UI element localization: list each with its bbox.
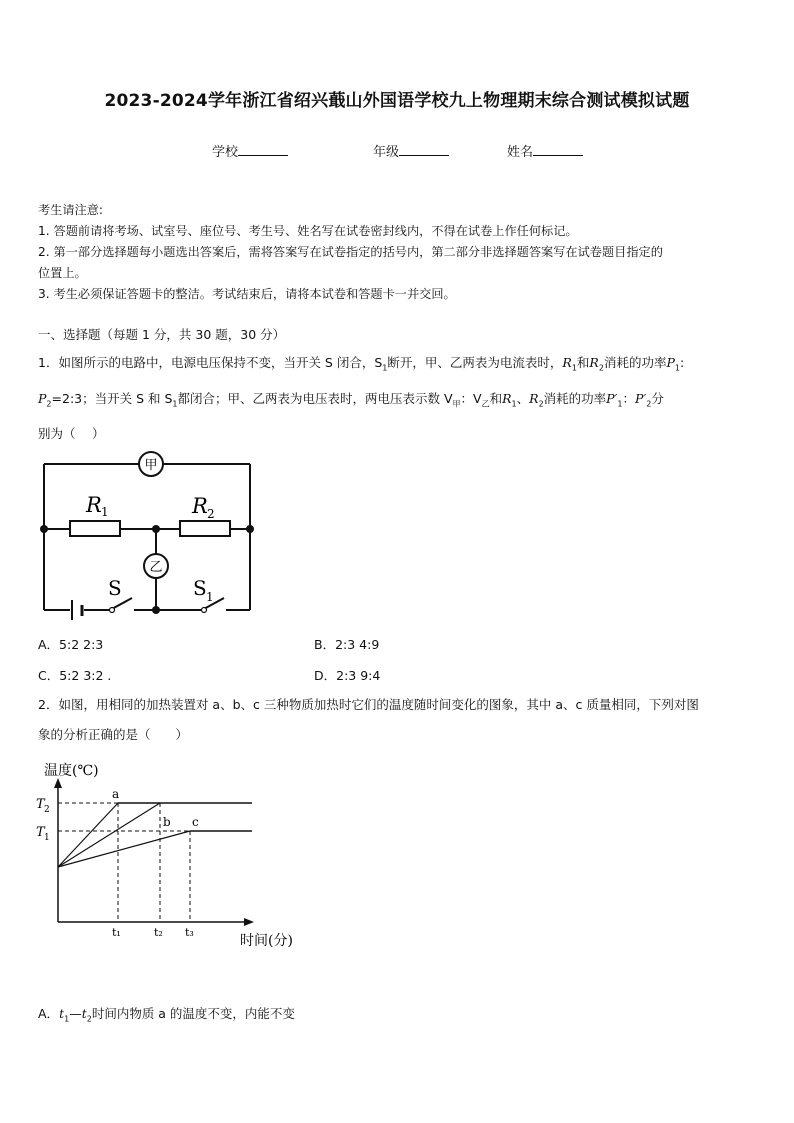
switch-s1-label: S: [193, 576, 207, 600]
section-heading: 一、选择题（每题 1 分，共 30 题，30 分）: [38, 327, 286, 342]
school-field[interactable]: [212, 141, 288, 160]
grade-label: 年级: [373, 145, 400, 160]
meter-yi-label: 乙: [149, 560, 163, 575]
tick-t2: T: [36, 797, 45, 812]
resistor-r2: [180, 521, 230, 536]
name-label: 姓名: [507, 145, 534, 160]
page-title: 2023-2024学年浙江省绍兴蕺山外国语学校九上物理期末综合测试模拟试题: [104, 91, 690, 111]
q1-option-b[interactable]: B．2:3 4:9: [314, 637, 380, 652]
temperature-time-graph: [34, 756, 314, 956]
notice-item: 3. 考生必须保证答题卡的整洁。考试结束后，请将本试卷和答题卡一并交回。: [38, 287, 456, 301]
xtick-t2: t₂: [154, 926, 163, 939]
notice-list: [38, 221, 758, 305]
q2-option-a[interactable]: A．$t_1—t_2$时间内物质 a 的温度不变，内能不变: [38, 1006, 295, 1024]
series-a-label: a: [112, 787, 120, 801]
q2-line2: 象的分析正确的是（ ）: [38, 727, 189, 742]
q2-line1: 2．如图，用相同的加热装置对 a、b、c 三种物质加热时它们的温度随时间变化的图象，其中 a、c 质量相同，下列对图: [38, 697, 699, 712]
series-b-label: b: [163, 815, 171, 829]
q1-line1: 1．如图所示的电路中，电源电压保持不变，当开关 S 闭合，$S_1$断开，甲、乙两表为电流表时，$R_1$和$R_2$消耗的功率$P_1$:: [38, 355, 685, 373]
q1-option-d[interactable]: D．2:3 9:4: [314, 668, 381, 683]
meter-jia-label: 甲: [144, 458, 158, 473]
circuit-diagram: [36, 450, 266, 620]
notice-item: 位置上。: [38, 266, 87, 280]
name-blank[interactable]: [533, 143, 583, 156]
resistor-r1: [70, 521, 120, 536]
tick-t1: T: [36, 825, 45, 840]
r1-sub: 1: [101, 505, 109, 519]
grade-field[interactable]: [373, 141, 449, 160]
switch-s1-sub: 1: [206, 590, 214, 604]
r2-sub: 2: [207, 507, 215, 521]
r1-label: R: [86, 493, 102, 517]
svg-text:2: 2: [44, 805, 50, 815]
grade-blank[interactable]: [399, 143, 449, 156]
r2-label: R: [192, 494, 208, 518]
switch-s-label: S: [108, 576, 122, 600]
q1-option-a[interactable]: A．5:2 2:3: [38, 637, 104, 652]
q1-option-c[interactable]: C．5:2 3:2 .: [38, 668, 112, 683]
series-c-label: c: [192, 815, 199, 829]
question-2-stem: [38, 690, 760, 750]
q1-line2: $P_2=2:3$；当开关 S 和 $S_1$都闭合；甲、乙两表为电压表时，两电压表示数 $V_甲$：$V_乙$和$R_1$、$R_2$消耗的功率$P'_1$：$P'_2$分: [38, 390, 664, 408]
notice-label: 考生请注意:: [38, 203, 104, 217]
question-1-stem: [38, 348, 760, 449]
school-blank[interactable]: [238, 143, 288, 156]
xtick-t3: t₃: [185, 926, 194, 939]
school-label: 学校: [212, 145, 239, 160]
xtick-t1: t₁: [112, 926, 121, 939]
graph-xlabel: 时间(分): [240, 933, 293, 949]
notice-item: 1. 答题前请将考场、试室号、座位号、考生号、姓名写在试卷密封线内，不得在试卷上作任何标记。: [38, 224, 578, 238]
notice-item: 2. 第一部分选择题每小题选出答案后，需将答案写在试卷指定的括号内，第二部分非选择题答案写在试卷题目指定的: [38, 245, 663, 259]
svg-text:1: 1: [44, 833, 50, 843]
q1-line3: 别为（ ）: [38, 426, 105, 441]
name-field[interactable]: [507, 141, 583, 160]
graph-ylabel: 温度(℃): [44, 763, 99, 779]
